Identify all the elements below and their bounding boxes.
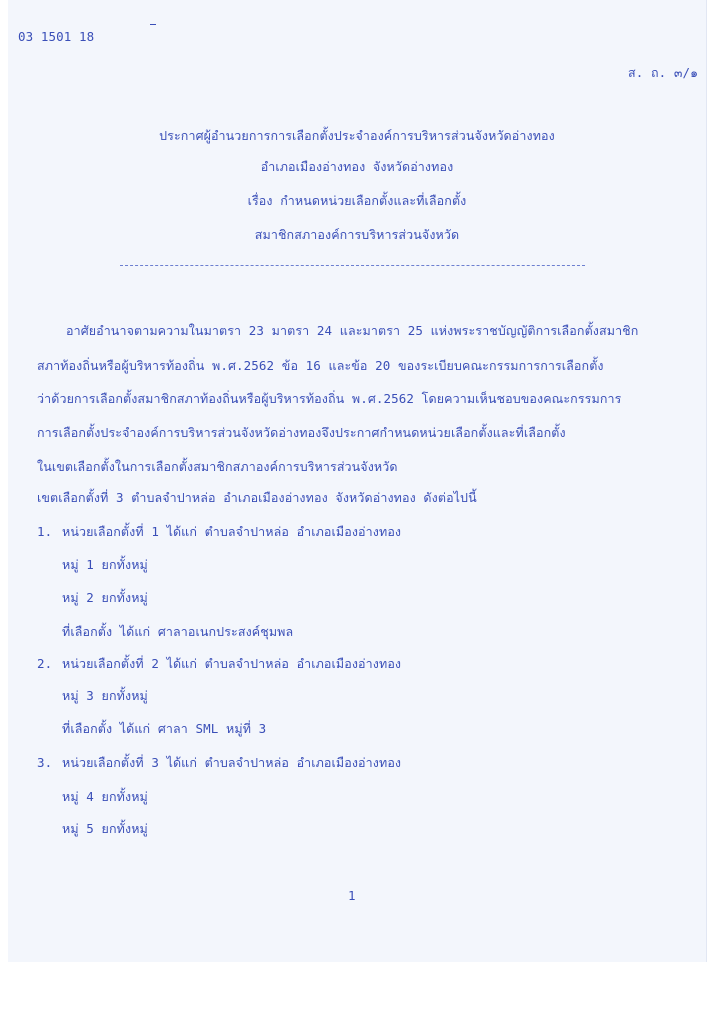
unit-heading: หน่วยเลือกตั้งที่ 1 ได้แก่ ตำบลจำปาหล่อ อำเภอเมืองอ่างทอง [62, 524, 402, 539]
unit-heading: หน่วยเลือกตั้งที่ 2 ได้แก่ ตำบลจำปาหล่อ อำเภอเมืองอ่างทอง [62, 656, 402, 671]
village-item: หมู่ 4 ยกทั้งหมู่ [62, 789, 148, 804]
scanned-page [8, 0, 707, 962]
polling-place: ที่เลือกตั้ง ได้แก่ ศาลาอเนกประสงค์ชุมพล [62, 624, 294, 639]
village-item: หมู่ 1 ยกทั้งหมู่ [62, 557, 148, 572]
subject-line: เรื่อง กำหนดหน่วยเลือกตั้งและที่เลือกตั้ง [247, 193, 467, 208]
district-line: อำเภอเมืองอ่างทอง จังหวัดอ่างทอง [260, 159, 454, 174]
document-code: 03 1501 18 [18, 29, 95, 44]
village-item: หมู่ 5 ยกทั้งหมู่ [62, 821, 148, 836]
unit-number: 3. [37, 755, 53, 770]
announcement-title: ประกาศผู้อำนวยการการเลือกตั้งประจำองค์การบริหารส่วนจังหวัดอ่างทอง [159, 128, 555, 143]
polling-place: ที่เลือกตั้ง ได้แก่ ศาลา SML หมู่ที่ 3 [62, 721, 267, 736]
form-code: ส. ถ. ๓/๑ [628, 65, 699, 80]
unit-number: 2. [37, 656, 53, 671]
unit-number: 1. [37, 524, 53, 539]
subject-target-line: สมาชิกสภาองค์การบริหารส่วนจังหวัด [254, 227, 460, 242]
electoral-district-line: เขตเลือกตั้งที่ 3 ตำบลจำปาหล่อ อำเภอเมืองอ่างทอง จังหวัดอ่างทอง ดังต่อไปนี้ [37, 490, 477, 505]
body-paragraph-line: อาศัยอำนาจตามความในมาตรา 23 มาตรา 24 และมาตรา 25 แห่งพระราชบัญญัติการเลือกตั้งสมาชิก [66, 323, 639, 338]
unit-heading: หน่วยเลือกตั้งที่ 3 ได้แก่ ตำบลจำปาหล่อ อำเภอเมืองอ่างทอง [62, 755, 402, 770]
body-paragraph-line: ในเขตเลือกตั้งในการเลือกตั้งสมาชิกสภาองค์การบริหารส่วนจังหวัด [37, 459, 398, 474]
village-item: หมู่ 3 ยกทั้งหมู่ [62, 688, 148, 703]
scan-speck [150, 24, 156, 25]
body-paragraph-line: การเลือกตั้งประจำองค์การบริหารส่วนจังหวัดอ่างทองจึงประกาศกำหนดหน่วยเลือกตั้งและที่เลือกตั้ง [37, 425, 566, 440]
page-number: 1 [348, 888, 356, 903]
village-item: หมู่ 2 ยกทั้งหมู่ [62, 590, 148, 605]
divider [120, 265, 585, 266]
body-paragraph-line: ว่าด้วยการเลือกตั้งสมาชิกสภาท้องถิ่นหรือผู้บริหารท้องถิ่น พ.ศ.2562 โดยความเห็นชอบของคณะกรรมการ [37, 391, 622, 406]
body-paragraph-line: สภาท้องถิ่นหรือผู้บริหารท้องถิ่น พ.ศ.2562 ข้อ 16 และข้อ 20 ของระเบียบคณะกรรมการการเลือกตั้ง [37, 358, 604, 373]
page-margin [0, 962, 714, 1024]
